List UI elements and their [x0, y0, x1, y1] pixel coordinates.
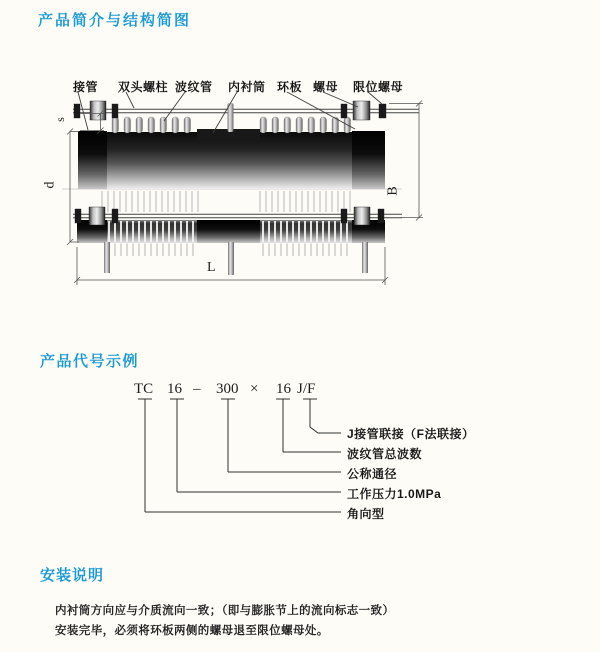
code-meaning-pressure: 工作压力1.0MPa: [347, 487, 442, 501]
code-token-waves: 16: [276, 381, 291, 397]
part-label-limit-nut: 限位螺母: [353, 80, 404, 94]
stud-ends: [104, 242, 368, 275]
code-token-diameter: 300: [216, 381, 239, 397]
end-cap-left: [78, 131, 107, 189]
part-label-bellows: 波纹管: [175, 80, 213, 94]
section-title-code: 产品代号示例: [40, 353, 140, 370]
section-title-intro: 产品简介与结构简图: [38, 12, 192, 29]
install-note-2: 安装完毕，必须将环板两侧的螺母退至限位螺母处。: [55, 625, 329, 637]
dim-label-l: L: [207, 260, 216, 275]
tie-rod-bottom: [73, 214, 402, 218]
part-label-ring-plate: 环板: [277, 80, 303, 94]
code-token-dash: –: [193, 381, 201, 397]
lower-body-band: [77, 220, 385, 243]
joint-body: [78, 129, 385, 189]
part-label-inner-liner: 内衬筒: [228, 80, 266, 94]
code-token-times: ×: [250, 381, 259, 397]
code-connector-lines: [138, 399, 341, 512]
dim-label-d: d: [42, 181, 58, 189]
end-cap-right: [352, 131, 385, 189]
dim-label-b: B: [385, 186, 401, 196]
dimension-b: [389, 101, 423, 221]
section-title-install: 安装说明: [40, 567, 105, 584]
code-token-pressure: 16: [167, 381, 182, 397]
code-meaning-wave-count: 波纹管总波数: [347, 447, 423, 461]
dim-label-s: s: [52, 117, 67, 122]
part-label-connecting-pipe: 接管: [73, 80, 99, 94]
code-meaning-diameter: 公称通径: [347, 467, 398, 481]
part-label-nut: 螺母: [313, 80, 339, 94]
code-token-type: TC: [134, 381, 154, 397]
code-meaning-type: 角向型: [347, 507, 385, 521]
code-meaning-connection: J接管联接（F法联接）: [347, 427, 475, 441]
part-label-stud: 双头螺柱: [118, 80, 169, 94]
bellows-profile-lines-upper: [102, 191, 350, 212]
install-note-1: 内衬筒方向应与介质流向一致；（即与膨胀节上的流向标志一致）: [55, 605, 395, 617]
code-token-joint: J/F: [297, 381, 316, 397]
